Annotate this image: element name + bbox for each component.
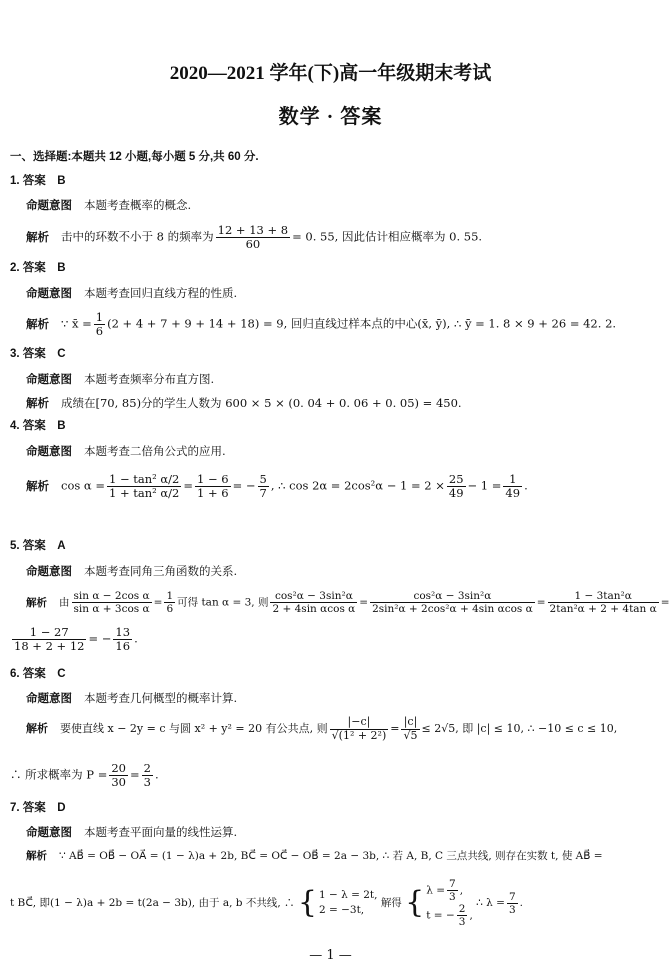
q6-text: = xyxy=(129,767,140,782)
equation-line: λ = $\frac{7}{3}$ , xyxy=(426,878,464,904)
q2-fraction xyxy=(94,311,105,338)
q6-text: ∴ 所求概率为 P = xyxy=(10,767,108,782)
equation-line: t = − $\frac{2}{3}$ , xyxy=(426,903,473,929)
numerator: |−c| xyxy=(330,716,389,730)
q5-text: 可得 tan α = 3, 则 xyxy=(177,596,269,609)
q6-answer: 6. 答案 C xyxy=(10,668,66,680)
numerator: 1 xyxy=(95,310,104,324)
intent-label: 命题意图 xyxy=(26,827,72,839)
q7-text: t BC⃗, 即(1 − λ)a + 2b = t(2a − 3b), 由于 a, b 不共线, ∴ xyxy=(10,897,295,910)
q7-text: t = − xyxy=(426,909,455,922)
intent-label: 命题意图 xyxy=(26,288,72,300)
page-title: 2020—2021 学年(下)高一年级期末考试 xyxy=(169,63,492,84)
q6-fraction-2 xyxy=(401,716,419,742)
intent-label: 命题意图 xyxy=(26,374,72,386)
analysis-label: 解析 xyxy=(26,850,47,862)
denominator: 7 xyxy=(259,486,267,501)
q7-fraction-result xyxy=(507,891,518,916)
equation-line: 1 − λ = 2t, xyxy=(318,889,378,902)
q2-text: ∵ x̄ = xyxy=(61,316,92,331)
q3-intent xyxy=(26,373,214,388)
q6-fraction-1 xyxy=(330,716,389,742)
denominator: 30 xyxy=(111,775,126,790)
analysis-label: 解析 xyxy=(26,480,49,493)
q3-intent-text: 本题考查频率分布直方图. xyxy=(84,372,215,386)
analysis-label: 解析 xyxy=(26,318,49,331)
denominator: 3 xyxy=(458,916,466,929)
numerator: 1 − 6 xyxy=(197,472,229,486)
intent-label: 命题意图 xyxy=(26,693,72,705)
equation-system-2 xyxy=(426,878,473,928)
denominator: 2sin²α + 2cos²α + 4sin αcos α xyxy=(372,603,533,616)
q6-intent-text: 本题考查几何概型的概率计算. xyxy=(84,691,238,705)
q7-fraction-lambda xyxy=(447,878,458,903)
denominator: sin α + 3cos α xyxy=(73,603,150,616)
numerator: 1 xyxy=(166,590,174,602)
q6-analysis-cont xyxy=(10,762,159,789)
q4-intent-text: 本题考查二倍角公式的应用. xyxy=(84,444,226,458)
intent-label: 命题意图 xyxy=(26,566,72,578)
q4-text-end: . xyxy=(524,478,528,493)
q5-text: = xyxy=(153,596,163,609)
denominator: 3 xyxy=(449,891,456,904)
q4-fraction-4 xyxy=(447,473,466,500)
q5-text: 由 xyxy=(59,596,70,609)
numerator: 20 xyxy=(111,761,126,775)
q7-intent-text: 本题考查平面向量的线性运算. xyxy=(84,825,238,839)
numerator: 2 xyxy=(458,903,466,916)
intent-label: 命题意图 xyxy=(26,200,72,212)
q5-text: = xyxy=(359,596,369,609)
numerator: cos²α − 3sin²α xyxy=(270,590,357,603)
numerator: 13 xyxy=(115,625,131,639)
left-brace: { xyxy=(297,885,317,921)
numerator: cos²α − 3sin²α xyxy=(370,590,535,603)
q7-fraction-t xyxy=(457,903,468,928)
q3-text: 成绩在[70, 85)分的学生人数为 600 × 5 × (0. 04 + 0. 06 + 0. 05) = 450. xyxy=(61,396,462,410)
q4-text: − 1 = xyxy=(467,478,502,493)
denominator: 6 xyxy=(95,324,104,339)
denominator: 3 xyxy=(508,903,516,916)
analysis-label: 解析 xyxy=(26,398,49,410)
q6-fraction-4 xyxy=(142,762,153,789)
q7-analysis-cont xyxy=(10,878,523,928)
q2-answer: 2. 答案 B xyxy=(10,262,66,274)
denominator: 18 + 2 + 12 xyxy=(14,639,85,654)
q4-fraction-2 xyxy=(195,473,231,500)
q7-analysis xyxy=(26,850,603,863)
equation-system-1 xyxy=(319,888,378,917)
denominator: 60 xyxy=(245,237,261,252)
q5-answer: 5. 答案 A xyxy=(10,540,66,552)
q6-fraction-3 xyxy=(109,762,128,789)
numerator: 1 xyxy=(503,473,522,487)
equation-line: 2 = −3t, xyxy=(318,904,365,917)
q3-analysis xyxy=(26,397,462,412)
q2-intent xyxy=(26,287,237,302)
q4-fraction-5 xyxy=(503,473,522,500)
numerator: 12 + 13 + 8 xyxy=(217,223,289,237)
numerator: 5 xyxy=(259,472,267,486)
q6-text-end: . xyxy=(154,767,159,782)
numerator: 7 xyxy=(449,878,456,890)
page-number: — 1 — xyxy=(309,948,352,963)
q4-answer: 4. 答案 B xyxy=(10,420,66,432)
q5-fraction-2 xyxy=(164,590,175,615)
q5-intent-text: 本题考查同角三角函数的关系. xyxy=(84,564,238,578)
q5-text: = xyxy=(536,596,546,609)
q1-fraction xyxy=(216,224,290,251)
q5-analysis xyxy=(26,590,670,615)
q4-text: cos α = xyxy=(61,478,105,493)
q1-intent xyxy=(26,199,191,214)
q4-analysis xyxy=(26,473,528,500)
section-heading: 一、选择题:本题共 12 小题,每小题 5 分,共 60 分. xyxy=(10,151,259,163)
numerator: sin α − 2cos α xyxy=(73,590,150,602)
q5-text: = − xyxy=(88,631,112,646)
q7-text: λ = xyxy=(426,884,446,897)
q1-intent-text: 本题考查概率的概念. xyxy=(84,198,192,212)
q5-fraction-3 xyxy=(270,590,357,615)
denominator: √(1² + 2²) xyxy=(331,728,387,742)
q5-text-end: . xyxy=(134,631,138,646)
q2-text-end: (2 + 4 + 7 + 9 + 14 + 18) = 9, 回归直线过样本点的中心(x̄, ȳ), ∴ ȳ = 1. 8 × 9 + 26 = 42. 2. xyxy=(107,316,617,331)
numerator: 1 − 3tan²α xyxy=(548,590,659,603)
q6-text: 要使直线 x − 2y = c 与圆 x² + y² = 20 有公共点, 则 xyxy=(60,722,328,736)
q7-answer: 7. 答案 D xyxy=(10,802,66,814)
q4-intent xyxy=(26,445,226,460)
analysis-label: 解析 xyxy=(26,596,47,609)
analysis-label: 解析 xyxy=(26,231,49,244)
numerator: 1 − 27 xyxy=(12,626,86,640)
q7-text-end: . xyxy=(519,897,523,910)
q6-text: ≤ 2√5, 即 |c| ≤ 10, ∴ −10 ≤ c ≤ 10, xyxy=(421,722,618,736)
q7-text: ∴ λ = xyxy=(476,897,505,910)
q5-fraction-4 xyxy=(370,590,535,615)
q5-fraction-6 xyxy=(12,626,86,653)
q7-intent xyxy=(26,826,237,841)
denominator: 1 + 6 xyxy=(197,486,229,501)
denominator: 6 xyxy=(166,603,174,616)
q1-analysis xyxy=(26,224,482,251)
numerator: 2 xyxy=(143,761,151,775)
numerator: |c| xyxy=(401,716,419,730)
q7-text: 解得 xyxy=(380,897,402,910)
intent-label: 命题意图 xyxy=(26,446,72,458)
left-brace: { xyxy=(405,885,425,921)
q4-text: , ∴ cos 2α = 2cos²α − 1 = 2 × xyxy=(270,478,445,493)
analysis-label: 解析 xyxy=(26,723,48,736)
q5-fraction-5 xyxy=(548,590,659,615)
denominator: 49 xyxy=(505,486,521,501)
q5-intent xyxy=(26,565,237,580)
q1-answer: 1. 答案 B xyxy=(10,175,66,187)
numerator: 25 xyxy=(448,472,464,486)
denominator: √5 xyxy=(403,728,418,742)
q2-intent-text: 本题考查回归直线方程的性质. xyxy=(84,286,238,300)
q3-answer: 3. 答案 C xyxy=(10,348,66,360)
denominator: 49 xyxy=(448,486,464,501)
denominator: 1 + tan² α/2 xyxy=(108,486,180,501)
q6-analysis xyxy=(26,716,617,742)
denominator: 2 + 4sin αcos α xyxy=(272,603,356,616)
q1-text: 击中的环数不小于 8 的频率为 xyxy=(61,229,214,244)
q2-analysis xyxy=(26,311,616,338)
denominator: 16 xyxy=(115,639,131,654)
page-subtitle: 数学 · 答案 xyxy=(278,106,383,128)
q6-intent xyxy=(26,692,237,707)
q7-text: ∵ AB⃗ = OB⃗ − OA⃗ = (1 − λ)a + 2b, BC⃗ = OC⃗ − OB⃗ = 2a − 3b, ∴ 若 A, B, C 三点共线, 则存在实数 t, 使 AB⃗ = xyxy=(59,850,603,862)
q6-text: = xyxy=(390,722,400,736)
denominator: 2tan²α + 2 + 4tan α xyxy=(549,603,657,616)
numerator: 1 − tan² α/2 xyxy=(108,472,180,486)
q1-text-end: = 0. 55, 因此估计相应概率为 0. 55. xyxy=(292,229,483,244)
q5-fraction-7 xyxy=(113,626,132,653)
q4-text: = − xyxy=(232,478,256,493)
denominator: 3 xyxy=(143,775,151,790)
q5-text: = xyxy=(660,596,670,609)
q4-fraction-3 xyxy=(258,473,269,500)
q4-fraction-1 xyxy=(107,473,181,500)
numerator: 7 xyxy=(508,890,516,903)
q5-analysis-cont xyxy=(10,626,138,653)
q4-text: = xyxy=(183,478,193,493)
q5-fraction-1 xyxy=(72,590,152,615)
